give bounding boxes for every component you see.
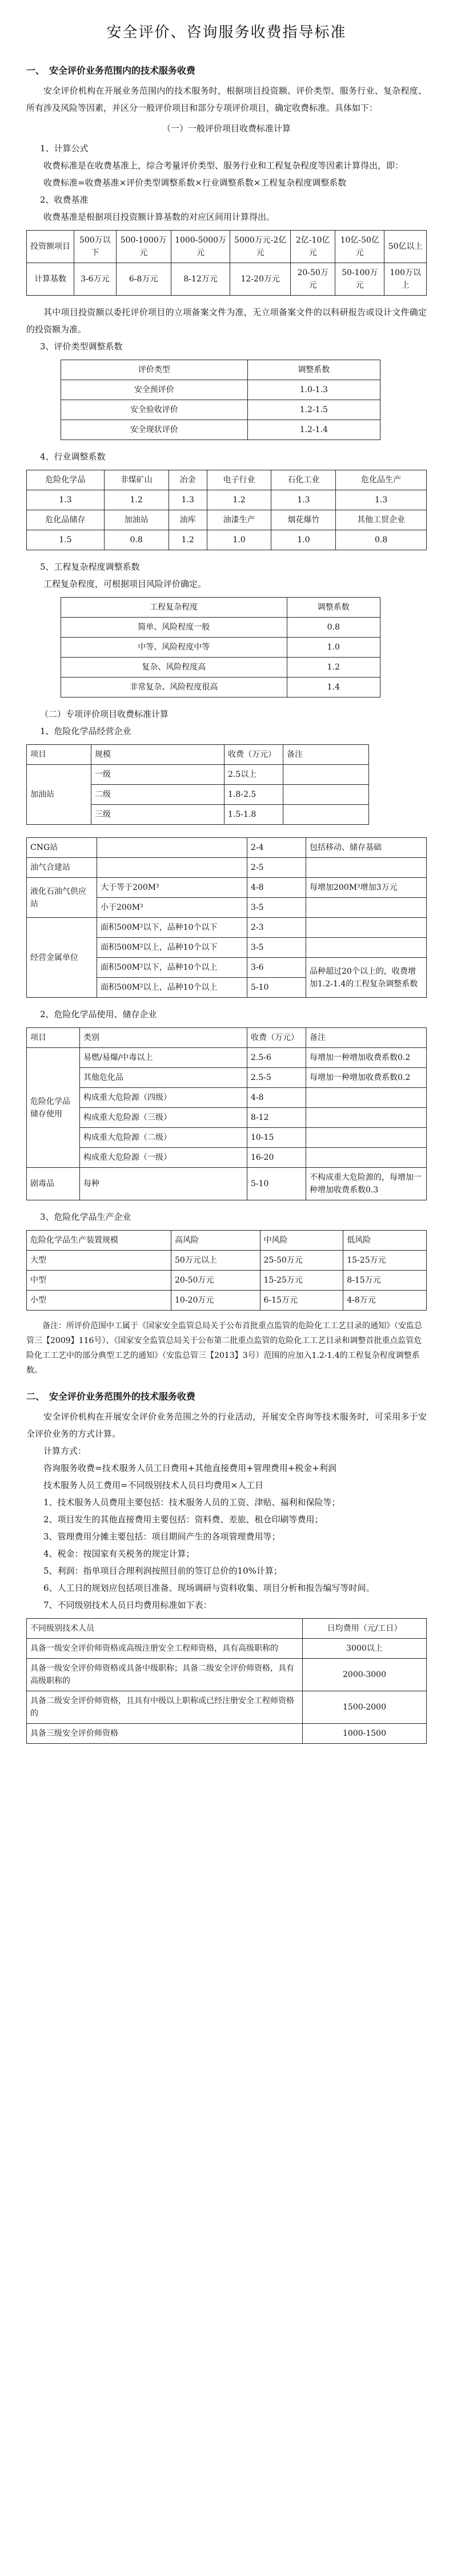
calc-heading: 1、计算公式 (40, 143, 89, 154)
table-cell: 油气合建站 (27, 858, 97, 878)
table-cell (306, 858, 427, 878)
table-cell: 大于等于200M³ (97, 878, 247, 898)
table-header: 工程复杂程度 (61, 598, 287, 618)
table-cell: 1.8-2.5 (225, 785, 283, 805)
table-cell (283, 805, 369, 825)
table-cell: 具备三级安全评价师资格 (27, 1724, 303, 1744)
table-row (27, 1088, 427, 1108)
table-cell: 不构成重大危险源的，每增加一种增加收费系数0.3 (306, 1168, 427, 1200)
production-table (26, 1230, 427, 1311)
table-cell: 危险化学品 (27, 470, 105, 490)
table-cell: CNG站 (27, 838, 97, 858)
table-row (61, 618, 380, 638)
section-2-intro: 安全评价机构在开展安全评价业务范围之外的行业活动，开展安全咨询等技术服务时，可采用多于安全评价业务的方式计算。 (26, 1412, 427, 1439)
table-row (27, 765, 369, 785)
table-row (27, 1028, 427, 1048)
section-2-heading: 二、 安全评价业务范围外的技术服务收费 (26, 1391, 196, 1402)
part-2-heading: （二）专项评价项目收费标准计算 (40, 709, 169, 719)
table-cell: 电子行业 (207, 470, 271, 490)
table-cell: 液化石油气供应站 (27, 878, 97, 918)
use-storage-table (26, 1027, 427, 1200)
industry-table (26, 470, 427, 550)
table-header: 规模 (91, 745, 225, 765)
table-row (27, 1048, 427, 1068)
list-item: 4、税金：按国家有关税务的规定计算； (43, 1549, 195, 1559)
type-heading: 3、评价类型调整系数 (40, 341, 123, 352)
table-cell: 10亿-50亿元 (335, 231, 384, 263)
table-cell: 1000-1500 (303, 1724, 427, 1744)
table-cell: 构成重大危险源（一级） (80, 1148, 247, 1168)
table-cell: 经营金属单位 (27, 918, 97, 998)
table-header: 日均费用（元/工日） (303, 1619, 427, 1639)
table-row (27, 470, 427, 490)
table-cell: 油漆生产 (207, 510, 271, 530)
table-cell: 石化工业 (271, 470, 336, 490)
section-1-heading: 一、 安全评价业务范围内的技术服务收费 (26, 65, 196, 76)
table-row (27, 1231, 427, 1251)
table-cell: 品种超过20个以上的，收费增加1.2-1.4的工程复杂调整系数 (306, 958, 427, 998)
table-cell: 中型 (27, 1271, 171, 1291)
table-cell: 1.4 (287, 678, 380, 698)
table-row (27, 1148, 427, 1168)
table-row (27, 1068, 427, 1088)
list-item: 6、人工日的规划应包括项目准备、现场调研与资料收集、项目分析和报告编写等时间。 (43, 1583, 375, 1593)
table-cell: 复杂、风险程度高 (61, 658, 287, 678)
page-title: 安全评价、咨询服务收费指导标准 (106, 24, 347, 41)
table-row (27, 858, 427, 878)
staff-rate-table (26, 1618, 427, 1744)
table-cell: 5-10 (247, 1168, 306, 1200)
table-row (27, 1271, 427, 1291)
table-cell: 16-20 (247, 1148, 306, 1168)
table-header: 调整系数 (247, 360, 380, 380)
table-cell: 剧毒品 (27, 1168, 80, 1200)
table-cell: 三级 (91, 805, 225, 825)
table-cell: 1500-2000 (303, 1691, 427, 1724)
table-cell: 油库 (169, 510, 207, 530)
table-row (27, 1251, 427, 1271)
table-cell: 非常复杂、风险程度很高 (61, 678, 287, 698)
table-header: 类别 (80, 1028, 247, 1048)
table-cell: 1.3 (336, 490, 427, 510)
base-note: 其中项目投资额以委托评价项目的立项备案文件为准，无立项备案文件的以科研报告或设计文件确定的投资额为准。 (26, 307, 427, 334)
complexity-heading: 5、工程复杂程度调整系数 (40, 562, 140, 572)
table-cell: 包括移动、储存基础 (306, 838, 427, 858)
table-cell: 1.2-1.5 (247, 400, 380, 420)
table-cell: 一级 (91, 765, 225, 785)
table-cell: 危化品生产 (336, 470, 427, 490)
table-cell: 2.5以上 (225, 765, 283, 785)
table-cell: 面积500M²以上，品种10个以上 (97, 978, 247, 998)
table-header: 备注 (306, 1028, 427, 1048)
table-cell (283, 785, 369, 805)
table-row (27, 510, 427, 530)
table-cell: 6-8万元 (116, 263, 171, 296)
complexity-table (61, 597, 380, 698)
table-header: 收费（万元） (247, 1028, 306, 1048)
table-cell: 中等、风险程度中等 (61, 638, 287, 658)
table-cell: 大型 (27, 1251, 171, 1271)
table-cell: 二级 (91, 785, 225, 805)
list-item: 7、不同级别技术人员日均费用标准如下表： (43, 1600, 212, 1610)
hazchem-business-heading: 1、危险化学品经营企业 (40, 726, 131, 736)
table-cell: 3-6 (247, 958, 306, 978)
table-cell: 20-50万元 (290, 263, 335, 296)
table-cell: 1.0-1.3 (247, 380, 380, 400)
table-cell: 安全预评价 (61, 380, 248, 400)
table-header: 中风险 (260, 1231, 343, 1251)
calc-formula: 收费标准=收费基准×评价类型调整系数×行业调整系数×工程复杂程度调整系数 (43, 178, 347, 188)
table-header: 收费（万元） (225, 745, 283, 765)
production-heading: 3、危险化学品生产企业 (40, 1212, 131, 1222)
table-cell: 50亿以上 (384, 231, 427, 263)
formula-heading: 计算方式： (43, 1446, 87, 1456)
formula-line-2: 技术服务人员工费用=不同级别技术人员日均费用×人工日 (43, 1480, 264, 1490)
table-cell: 100万以上 (384, 263, 427, 296)
table-cell: 每增加一种增加收费系数0.2 (306, 1068, 427, 1088)
table-row (27, 838, 427, 858)
table-cell (306, 898, 427, 918)
table-cell: 500万以下 (74, 231, 117, 263)
table-row (27, 1108, 427, 1128)
table-cell: 构成重大危险源（四级） (80, 1088, 247, 1108)
table-row (27, 1128, 427, 1148)
table-cell: 冶金 (169, 470, 207, 490)
table-cell (97, 838, 247, 858)
table-header: 不同级别技术人员 (27, 1619, 303, 1639)
table-row (61, 658, 380, 678)
table-cell (306, 918, 427, 938)
table-cell: 8-12万元 (171, 263, 230, 296)
table-cell: 非煤矿山 (104, 470, 169, 490)
table-cell: 面积500M²以下，品种10个以上 (97, 958, 247, 978)
table-cell: 50万元以上 (171, 1251, 260, 1271)
table-cell: 小型 (27, 1291, 171, 1311)
table-cell: 具备一级安全评价师资格或具备中级职称；具备二级安全评价师资格，具有高级职称的 (27, 1659, 303, 1691)
table-cell: 1.0 (287, 638, 380, 658)
table-cell (306, 1108, 427, 1128)
table-cell: 简单、风险程度一般 (61, 618, 287, 638)
table-row (27, 231, 427, 263)
table-cell: 1000-5000万元 (171, 231, 230, 263)
base-heading: 2、收费基准 (40, 195, 89, 205)
production-note: 备注：所评价范围中工属于《国家安全监管总局关于公布首批重点监管的危险化工工艺目录的通知》（安监总管三【2009】116号）、《国家安全监管总局关于公布第二批重点监管的危险化工工艺目录和调整首批重点监管危险化工工艺中的部分典型工艺的通知》（安监总管三【2013】3号）范围的应加入1.2-1.4的工程复杂程度调整系数。 (26, 1321, 422, 1375)
table-cell: 2.5-5 (247, 1068, 306, 1088)
table-header: 危险化学品生产装置规模 (27, 1231, 171, 1251)
table-header: 调整系数 (287, 598, 380, 618)
table-cell: 1.0 (207, 530, 271, 550)
table-row (27, 745, 369, 765)
table-cell: 其他危化品 (80, 1068, 247, 1088)
table-cell: 50-100万元 (335, 263, 384, 296)
table-cell: 3000以上 (303, 1639, 427, 1659)
table-cell: 20-50万元 (171, 1271, 260, 1291)
table-row (27, 263, 427, 296)
table-cell: 1.0 (271, 530, 336, 550)
base-table (26, 230, 427, 296)
type-table (61, 360, 380, 440)
table-cell: 5000万元-2亿元 (230, 231, 291, 263)
section-1-intro: 安全评价机构在开展业务范围内的技术服务时，根据项目投资额、评价类型、服务行业、复杂程度、所有涉及风险等因素，并区分一般评价项目和部分专项评价项目，确定收费标准。具体如下： (26, 86, 427, 113)
table-row (61, 678, 380, 698)
table-cell: 10-15 (247, 1128, 306, 1148)
table-cell: 1.3 (27, 490, 105, 510)
table-cell: 其他工贸企业 (336, 510, 427, 530)
table-row (27, 530, 427, 550)
table-row (27, 1619, 427, 1639)
table-cell: 8-12 (247, 1108, 306, 1128)
table-cell (306, 1088, 427, 1108)
table-cell: 1.2 (104, 490, 169, 510)
table-cell: 1.2-1.4 (247, 420, 380, 440)
table-header: 备注 (283, 745, 369, 765)
table-cell: 1.2 (207, 490, 271, 510)
formula-line-1: 咨询服务收费=技术服务人员工日费用+其他直接费用+管理费用+税金+利润 (43, 1463, 336, 1473)
table-cell: 25-50万元 (260, 1251, 343, 1271)
table-cell: 每种 (80, 1168, 247, 1200)
table-cell: 1.5-1.8 (225, 805, 283, 825)
complexity-paragraph: 工程复杂程度，可根据项目风险评价确定。 (43, 579, 207, 589)
table-cell: 1.3 (271, 490, 336, 510)
table-cell: 加油站 (27, 765, 91, 825)
table-cell (97, 858, 247, 878)
list-item: 2、项目发生的其他直接费用主要包括：资料费、差旅、租仓印刷等费用； (43, 1514, 323, 1525)
table-row (27, 1659, 427, 1691)
table-cell: 4-8 (247, 878, 306, 898)
table-cell: 面积500M²以上，品种10个以下 (97, 938, 247, 958)
table-cell: 500-1000万元 (116, 231, 171, 263)
table-row (61, 638, 380, 658)
calc-paragraph: 收费标准是在收费基准上，综合考量评价类型、服务行业和工程复杂程度等因素计算得出，即： (43, 160, 404, 171)
table-cell: 1.3 (169, 490, 207, 510)
other-business-table (26, 837, 427, 998)
table-header: 项目 (27, 1028, 80, 1048)
table-header: 高风险 (171, 1231, 260, 1251)
table-cell: 3-5 (247, 898, 306, 918)
table-row (61, 360, 380, 380)
table-cell: 0.8 (104, 530, 169, 550)
table-row (27, 1639, 427, 1659)
table-cell: 3-5 (247, 938, 306, 958)
list-item: 1、技术服务人员费用主要包括：技术服务人员的工资、津贴、福利和保险等； (43, 1497, 340, 1507)
table-cell: 2-4 (247, 838, 306, 858)
table-cell: 5-10 (247, 978, 306, 998)
table-cell: 构成重大危险源（三级） (80, 1108, 247, 1128)
table-row (61, 420, 380, 440)
table-cell: 面积500M²以下，品种10个以下 (97, 918, 247, 938)
part-1-heading: （一）一般评价项目收费标准计算 (162, 123, 291, 134)
table-row (27, 878, 427, 898)
table-row (61, 598, 380, 618)
use-storage-heading: 2、危险化学品使用、储存企业 (40, 1009, 157, 1019)
table-cell: 投资额项目 (27, 231, 74, 263)
table-cell: 危化品储存 (27, 510, 105, 530)
table-header: 项目 (27, 745, 91, 765)
table-row (27, 1291, 427, 1311)
table-cell: 易燃/易爆/中毒以上 (80, 1048, 247, 1068)
gas-station-table (26, 744, 369, 825)
table-cell: 2亿-10亿元 (290, 231, 335, 263)
table-cell (283, 765, 369, 785)
list-item: 3、管理费用分摊主要包括：项目期间产生的各项管理费用等； (43, 1531, 280, 1542)
table-cell: 计算基数 (27, 263, 74, 296)
table-cell: 10-20万元 (171, 1291, 260, 1311)
table-cell (306, 938, 427, 958)
table-cell: 4-8万元 (343, 1291, 427, 1311)
table-cell: 危险化学品储存使用 (27, 1048, 80, 1168)
table-cell: 具备二级安全评价师资格，且具有中级以上职称或已经注册安全工程师资格的 (27, 1691, 303, 1724)
table-row (27, 918, 427, 938)
table-cell: 15-25万元 (260, 1271, 343, 1291)
table-cell: 具备一级安全评价师资格或高级注册安全工程师资格，具有高级职称的 (27, 1639, 303, 1659)
table-cell: 安全现状评价 (61, 420, 248, 440)
table-header: 评价类型 (61, 360, 248, 380)
table-cell: 小于200M³ (97, 898, 247, 918)
table-cell: 4-8 (247, 1088, 306, 1108)
list-item: 5、利润：指单项目合理利润按照目前的签订总价的10%计算； (43, 1566, 282, 1576)
table-cell: 1.2 (169, 530, 207, 550)
table-header: 低风险 (343, 1231, 427, 1251)
table-cell: 0.8 (336, 530, 427, 550)
table-cell: 每增加一种增加收费系数0.2 (306, 1048, 427, 1068)
table-cell: 15-25万元 (343, 1251, 427, 1271)
table-row (27, 1168, 427, 1200)
table-cell: 构成重大危险源（二级） (80, 1128, 247, 1148)
table-cell: 3-6万元 (74, 263, 117, 296)
table-row (27, 1724, 427, 1744)
table-cell: 1.5 (27, 530, 105, 550)
table-cell: 加油站 (104, 510, 169, 530)
table-cell: 每增加200M³增加3万元 (306, 878, 427, 898)
table-cell: 6-15万元 (260, 1291, 343, 1311)
table-row (27, 490, 427, 510)
table-row (61, 400, 380, 420)
table-cell (306, 1128, 427, 1148)
industry-heading: 4、行业调整系数 (40, 451, 106, 462)
table-cell: 1.2 (287, 658, 380, 678)
table-row (61, 380, 380, 400)
table-cell: 2.5-6 (247, 1048, 306, 1068)
base-paragraph: 收费基准是根据项目投资额计算基数的对应区间用计算得出。 (43, 212, 275, 222)
table-cell: 2000-3000 (303, 1659, 427, 1691)
table-cell: 12-20万元 (230, 263, 291, 296)
table-cell: 2-3 (247, 918, 306, 938)
table-cell (306, 1148, 427, 1168)
table-cell: 2-5 (247, 858, 306, 878)
table-cell: 0.8 (287, 618, 380, 638)
table-cell: 8-15万元 (343, 1271, 427, 1291)
table-cell: 烟花爆竹 (271, 510, 336, 530)
table-row (27, 1691, 427, 1724)
table-cell: 安全验收评价 (61, 400, 248, 420)
